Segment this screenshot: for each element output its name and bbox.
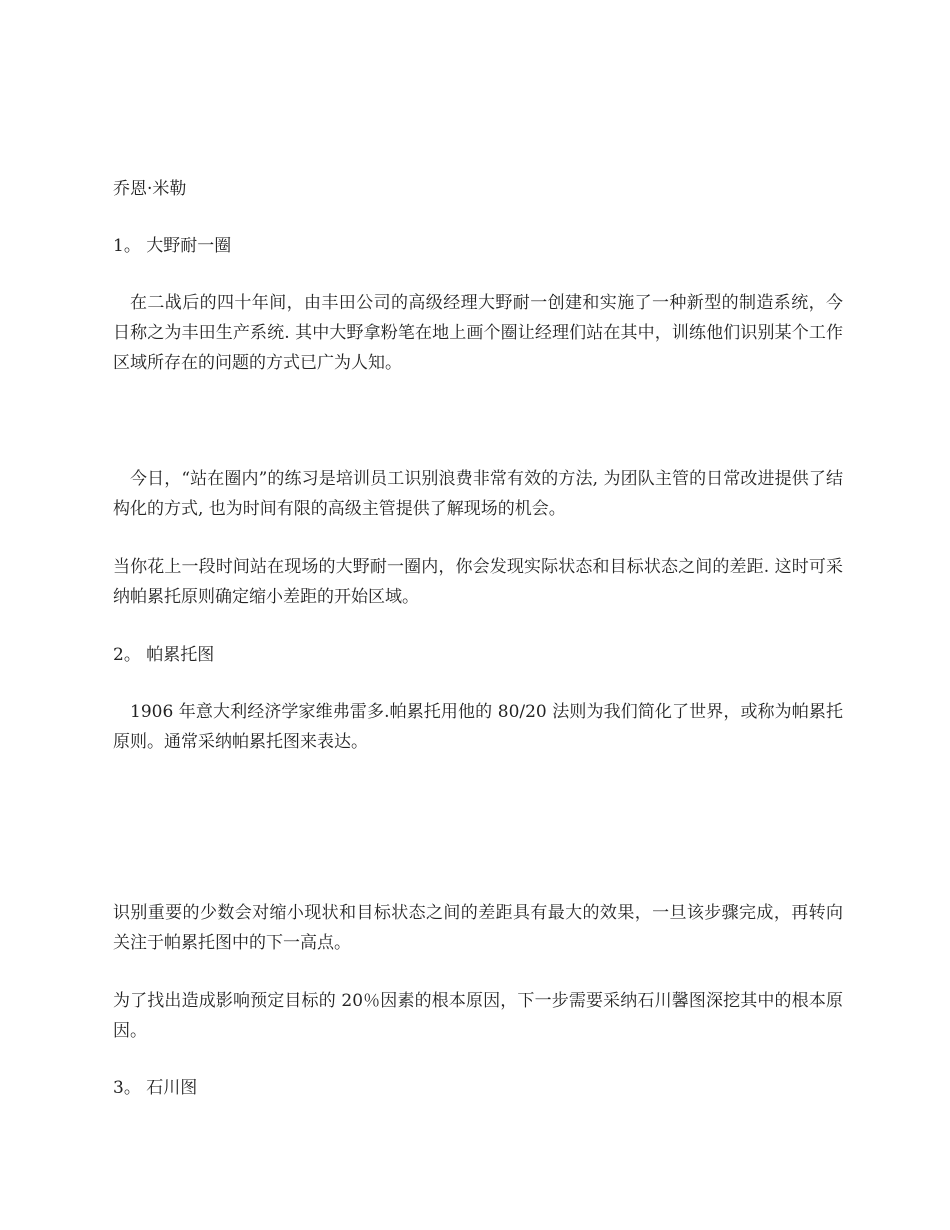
paragraph-vital-few: 识别重要的少数会对缩小现状和目标状态之间的差距具有最大的效果，一旦该步骤完成，再转向关注于帕累托图中的下一高点。: [113, 903, 843, 953]
section-heading-ishikawa: 3。 石川图: [113, 1078, 198, 1098]
paragraph-pareto-history: 1906 年意大利经济学家维弗雷多.帕累托用他的 80/20 法则为我们简化了世界，或称为帕累托原则。通常采纳帕累托图来表达。: [113, 702, 843, 752]
section-heading-ohno-circle: 1。 大野耐一圈: [113, 236, 232, 256]
author-name: 乔恩·米勒: [113, 179, 187, 199]
paragraph-stand-in-circle: 今日，“站在圈内”的练习是培训员工识别浪费非常有效的方法, 为团队主管的日常改进提供了结构化的方式, 也为时间有限的高级主管提供了解现场的机会。: [113, 469, 843, 519]
paragraph-root-cause: 为了找出造成影响预定目标的 20％因素的根本原因，下一步需要采纳石川馨图深挖其中的根本原因。: [113, 991, 843, 1041]
paragraph-gap-pareto: 当你花上一段时间站在现场的大野耐一圈内，你会发现实际状态和目标状态之间的差距. 这时可采纳帕累托原则确定缩小差距的开始区域。: [113, 557, 843, 607]
section-heading-pareto-chart: 2。 帕累托图: [113, 645, 215, 665]
paragraph-ohno-history: 在二战后的四十年间，由丰田公司的高级经理大野耐一创建和实施了一种新型的制造系统，今日称之为丰田生产系统. 其中大野拿粉笔在地上画个圈让经理们站在其中，训练他们识别某个工作区域所存在的问题的方式已广为人知。: [113, 293, 843, 373]
